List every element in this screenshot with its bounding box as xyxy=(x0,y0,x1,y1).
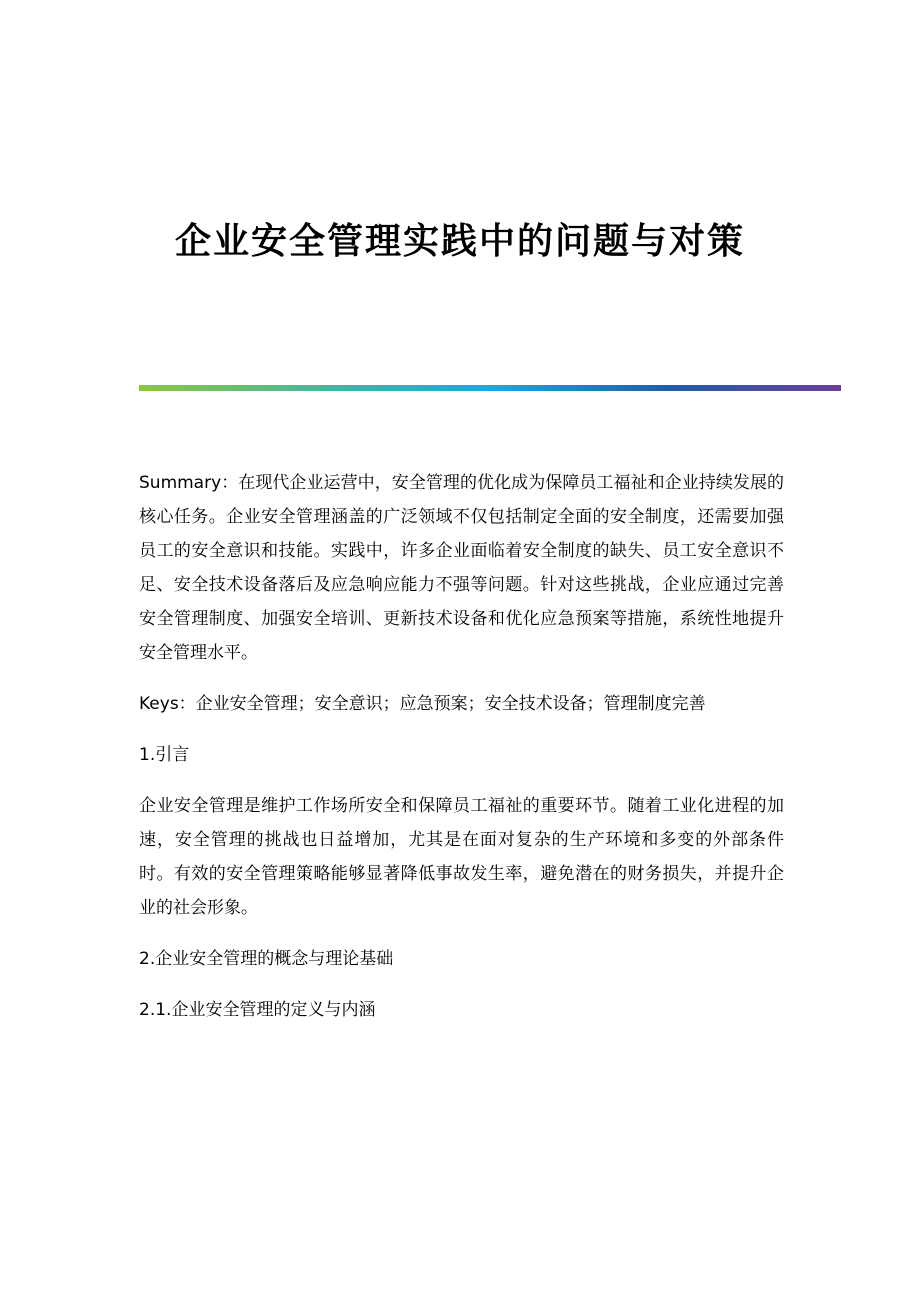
document-title: 企业安全管理实践中的问题与对策 xyxy=(174,220,745,262)
section-heading-concepts: 2.企业安全管理的概念与理论基础 xyxy=(139,949,394,969)
title-divider xyxy=(139,385,841,391)
section-heading-introduction: 1.引言 xyxy=(139,745,190,765)
subsection-heading-definition: 2.1.企业安全管理的定义与内涵 xyxy=(139,1000,376,1020)
summary-paragraph: Summary：在现代企业运营中，安全管理的优化成为保障员工福祉和企业持续发展的核心任务。企业安全管理涵盖的广泛领域不仅包括制定全面的安全制度，还需要加强员工的安全意识和技能。实践中，许多企业面临着安全制度的缺失、员工安全意识不足、安全技术设备落后及应急响应能力不强等问题。针对这些挑战，企业应通过完善安全管理制度、加强安全培训、更新技术设备和优化应急预案等措施，系统性地提升安全管理水平。 xyxy=(139,473,784,663)
document-body xyxy=(139,466,784,1044)
introduction-paragraph: 企业安全管理是维护工作场所安全和保障员工福祉的重要环节。随着工业化进程的加速，安全管理的挑战也日益增加，尤其是在面对复杂的生产环境和多变的外部条件时。有效的安全管理策略能够显著降低事故发生率，避免潜在的财务损失，并提升企业的社会形象。 xyxy=(139,796,784,918)
keywords-line: Keys：企业安全管理；安全意识；应急预案；安全技术设备；管理制度完善 xyxy=(139,694,706,714)
